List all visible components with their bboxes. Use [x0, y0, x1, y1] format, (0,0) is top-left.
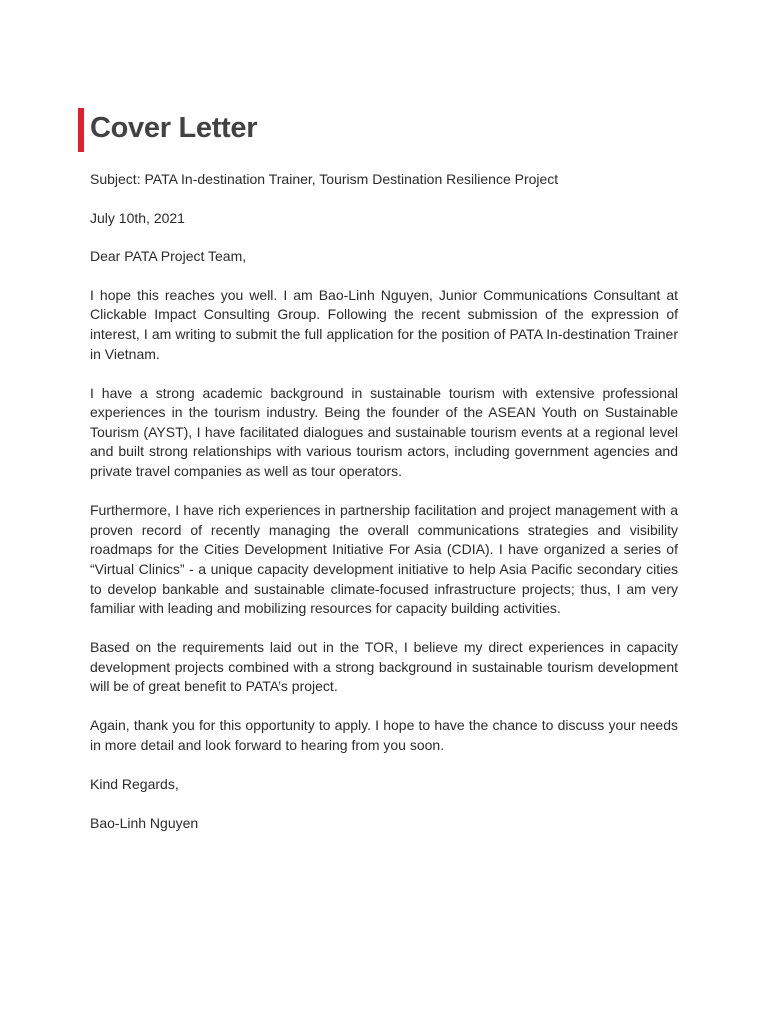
title-accent-bar	[78, 108, 84, 152]
signature: Bao-Linh Nguyen	[90, 814, 199, 831]
body-paragraph-background: I have a strong academic background in sustainable tourism with extensive professional experiences in the tourism industry. Being the founder of the ASEAN Youth on Sustainable Tourism (AYST), I have facilitated dialogues and sustainable tourism events at a regional level and built strong relationships with various tourism actors, including government agencies and private travel companies as well as tour operators.	[90, 384, 678, 480]
closing: Kind Regards,	[90, 776, 179, 793]
subject-line: Subject: PATA In-destination Trainer, Tourism Destination Resilience Project	[90, 171, 559, 187]
body-paragraph-thanks: Again, thank you for this opportunity to apply. I hope to have the chance to discuss your needs in more detail and look forward to hearing from you soon.	[90, 717, 678, 754]
body-paragraph-intro: I hope this reaches you well. I am Bao-Linh Nguyen, Junior Communications Consultant at Clickable Impact Consulting Group. Following the recent submission of the expression of interest, I am writing to submit the full application for the position of PATA In-destination Trainer in Vietnam.	[90, 286, 678, 362]
page-title: Cover Letter	[90, 112, 258, 144]
body-paragraph-experience: Furthermore, I have rich experiences in partnership facilitation and project management with a proven record of recently managing the overall communications strategies and visibility roadmaps for the Cities Development Initiative For Asia (CDIA). I have organized a series of “Virtual Clinics” - a unique capacity development initiative to help Asia Pacific secondary cities to develop bankable and sustainable climate-focused infrastructure projects; thus, I am very familiar with leading and mobilizing resources for capacity building activities.	[90, 502, 678, 617]
letter-date: July 10th, 2021	[90, 209, 185, 226]
title-row	[90, 106, 678, 152]
cover-letter-page	[90, 106, 678, 852]
salutation: Dear PATA Project Team,	[90, 248, 247, 265]
body-paragraph-fit: Based on the requirements laid out in the TOR, I believe my direct experiences in capacity development projects combined with a strong background in sustainable tourism development will be of great benefit to PATA’s project.	[90, 639, 678, 695]
